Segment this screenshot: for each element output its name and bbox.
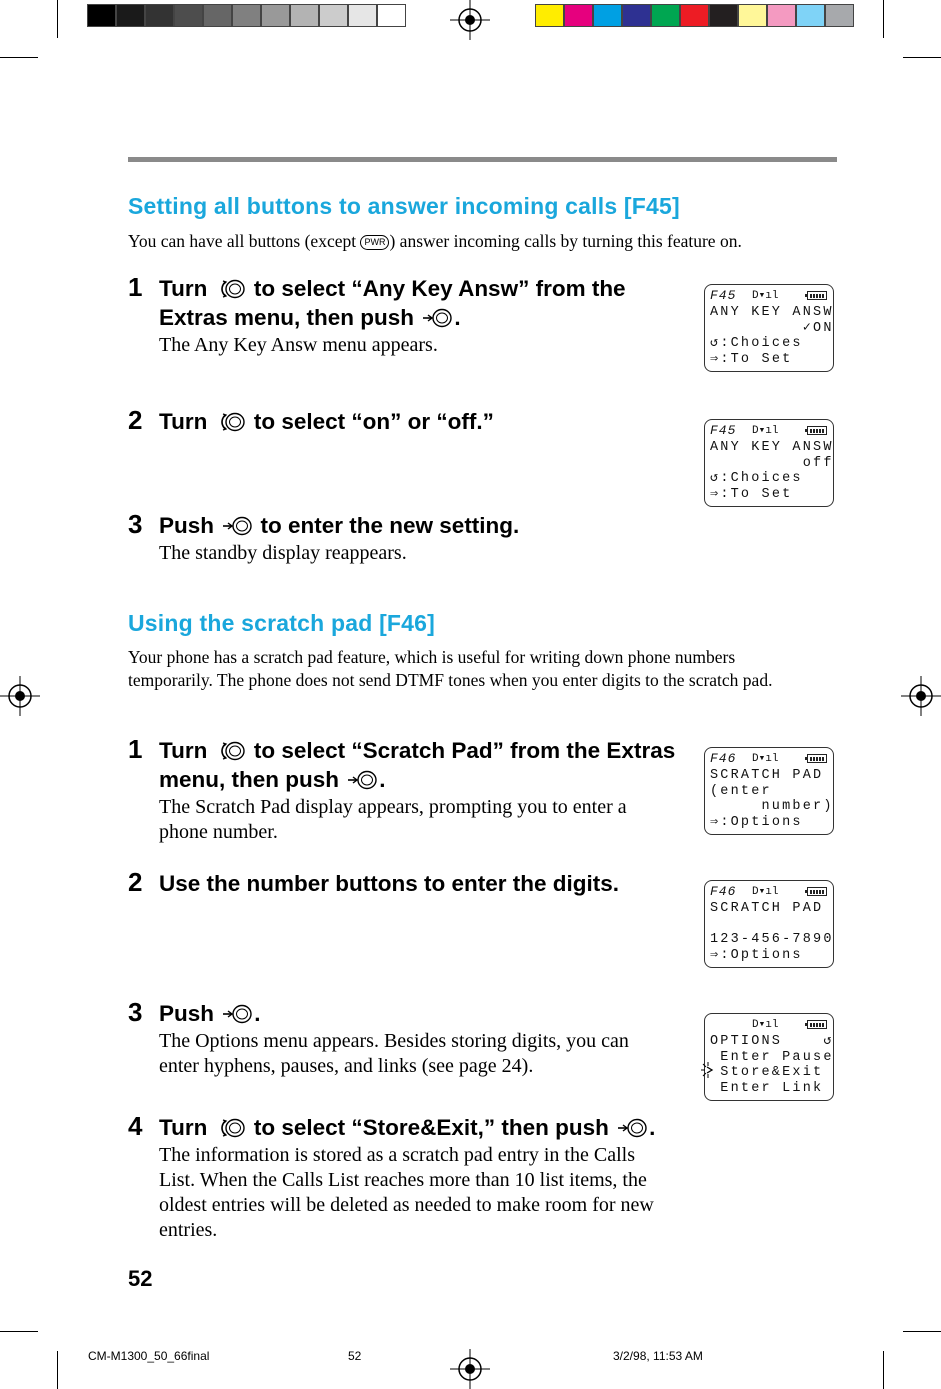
lcd-display [704,1013,834,1101]
page-number: 52 [128,1266,153,1291]
color-swatch [564,4,593,27]
intro-text: You can have all buttons (except [128,231,361,251]
signal-strength-icon: D▾ıl [752,290,779,302]
step-body: The standby display reappears. [159,542,407,564]
color-swatch [738,4,767,27]
step-text: . [649,1115,656,1140]
jog-dial-icon [216,411,246,433]
step-text: Turn [159,409,214,434]
step-number: 3 [128,997,143,1027]
lcd-line: Enter Pause [710,1049,834,1065]
lcd-line: Enter Link [710,1080,824,1096]
lcd-display [704,747,834,835]
lcd-line: OPTIONS ↺ [710,1034,834,1049]
step-number: 1 [128,272,143,302]
lcd-line: Store&Exit [710,1065,824,1080]
crop-mark [903,57,941,58]
lcd-line: ⇒:Options [710,947,803,963]
push-dial-icon [617,1117,647,1139]
section-title-f45: Setting all buttons to answer incoming calls [F45] [128,193,680,219]
step-heading [159,407,679,436]
color-swatch [709,4,738,27]
gray-swatch [145,4,174,27]
lcd-line: (enter [710,783,772,799]
step-text: to select “Any Key Answ” from the Extras menu, then push [159,276,626,330]
crop-mark [57,0,58,38]
step-body: The information is stored as a scratch pad entry in the Calls List. When the Calls List reaches more than 10 list items, the oldest entries will be deleted as needed to make room for new entries. [159,1144,654,1241]
jog-dial-icon [216,740,246,762]
jog-dial-icon [216,278,246,300]
registration-mark-icon [0,676,40,716]
crop-mark [903,1331,941,1332]
crop-mark [0,57,38,58]
crop-mark [57,1351,58,1389]
step-heading [159,999,679,1028]
step-text: to select “on” or “off.” [247,409,494,434]
crop-mark [0,1331,38,1332]
function-code: F45 [710,423,737,438]
step-text: Turn [159,276,214,301]
color-swatch [535,4,564,27]
lcd-line: off [710,455,834,471]
lcd-line: number) [710,799,834,814]
step-number: 1 [128,734,143,764]
step-text: to select “Store&Exit,” then push [247,1115,616,1140]
footer-date: 3/2/98, 11:53 AM [613,1349,703,1363]
cursor-blink-icon [700,1061,716,1079]
step-text: to select “Scratch Pad” from the Extras menu, then push [159,738,676,792]
signal-strength-icon: D▾ıl [752,1019,779,1031]
lcd-line: ↺:Choices [710,471,803,486]
registration-mark-icon [450,1349,490,1389]
battery-icon [807,291,827,300]
push-dial-icon [222,515,252,537]
battery-icon [807,754,827,763]
push-dial-icon [222,1003,252,1025]
color-swatch [622,4,651,27]
section-intro-f45 [128,230,828,253]
lcd-line: ↺:Choices [710,336,803,351]
step-text: . [254,1001,261,1026]
jog-dial-icon [216,1117,246,1139]
crop-mark [883,0,884,38]
lcd-line: 123-456-7890 [710,932,834,947]
lcd-line: ⇒:To Set [710,486,793,502]
header-rule [128,157,837,162]
step-text: Push [159,513,221,538]
gray-swatch [87,4,116,27]
step-text: Push [159,1001,221,1026]
battery-icon [807,887,827,896]
step-body: The Any Key Answ menu appears. [159,334,438,356]
step-number: 2 [128,867,143,897]
lcd-line: SCRATCH PAD [710,768,824,783]
function-code: F45 [710,288,737,303]
color-swatch [651,4,680,27]
lcd-line: ✓ON [710,320,834,336]
push-dial-icon [347,769,377,791]
gray-swatch [290,4,319,27]
section-intro-f46: Your phone has a scratch pad feature, which is useful for writing down phone numbers temporarily. The phone does not send DTMF tones when you enter digits to the scratch pad. [128,647,773,690]
step-text: . [454,305,461,330]
gray-swatch [319,4,348,27]
footer-page: 52 [348,1349,362,1363]
intro-text: ) answer incoming calls by turning this feature on. [389,231,742,251]
step-number: 3 [128,509,143,539]
step-text: . [379,767,386,792]
crop-mark [883,1351,884,1389]
gray-swatch [261,4,290,27]
signal-strength-icon: D▾ıl [752,425,779,437]
gray-swatch [203,4,232,27]
lcd-line: ANY KEY ANSW [710,305,834,320]
battery-icon [807,426,827,435]
step-body: The Options menu appears. Besides storing digits, you can enter hyphens, pauses, and links (see page 24). [159,1030,629,1077]
pwr-button-icon: PWR [360,235,389,250]
color-swatch [767,4,796,27]
step-number: 2 [128,405,143,435]
function-code: F46 [710,751,737,766]
step-heading [159,274,679,332]
step-number: 4 [128,1111,143,1141]
footer-filename: CM-M1300_50_66final [88,1349,210,1363]
push-dial-icon [422,307,452,329]
section-title-f46: Using the scratch pad [F46] [128,610,436,636]
signal-strength-icon: D▾ıl [752,886,779,898]
lcd-display [704,880,834,968]
color-swatch [680,4,709,27]
gray-swatch [116,4,145,27]
lcd-line: ⇒:Options [710,814,803,830]
function-code: F46 [710,884,737,899]
signal-strength-icon: D▾ıl [752,753,779,765]
step-heading [159,736,679,794]
gray-swatch [377,4,406,27]
lcd-line [710,917,833,933]
step-body: The Scratch Pad display appears, prompting you to enter a phone number. [159,796,627,843]
color-swatch [796,4,825,27]
color-swatch [593,4,622,27]
lcd-display [704,419,834,507]
gray-swatch [174,4,203,27]
color-swatch [825,4,854,27]
step-text: Turn [159,738,214,763]
gray-swatch [348,4,377,27]
gray-swatch [232,4,261,27]
step-heading [159,1113,689,1142]
registration-mark-icon [450,0,490,40]
step-heading [159,511,679,540]
step-heading: Use the number buttons to enter the digits. [159,871,620,896]
lcd-display [704,284,834,372]
lcd-line: SCRATCH PAD [710,901,824,916]
registration-mark-icon [901,676,941,716]
battery-icon [807,1020,827,1029]
lcd-line: ANY KEY ANSW [710,440,834,455]
step-text: Turn [159,1115,214,1140]
step-text: to enter the new setting. [254,513,520,538]
lcd-line: ⇒:To Set [710,351,793,367]
